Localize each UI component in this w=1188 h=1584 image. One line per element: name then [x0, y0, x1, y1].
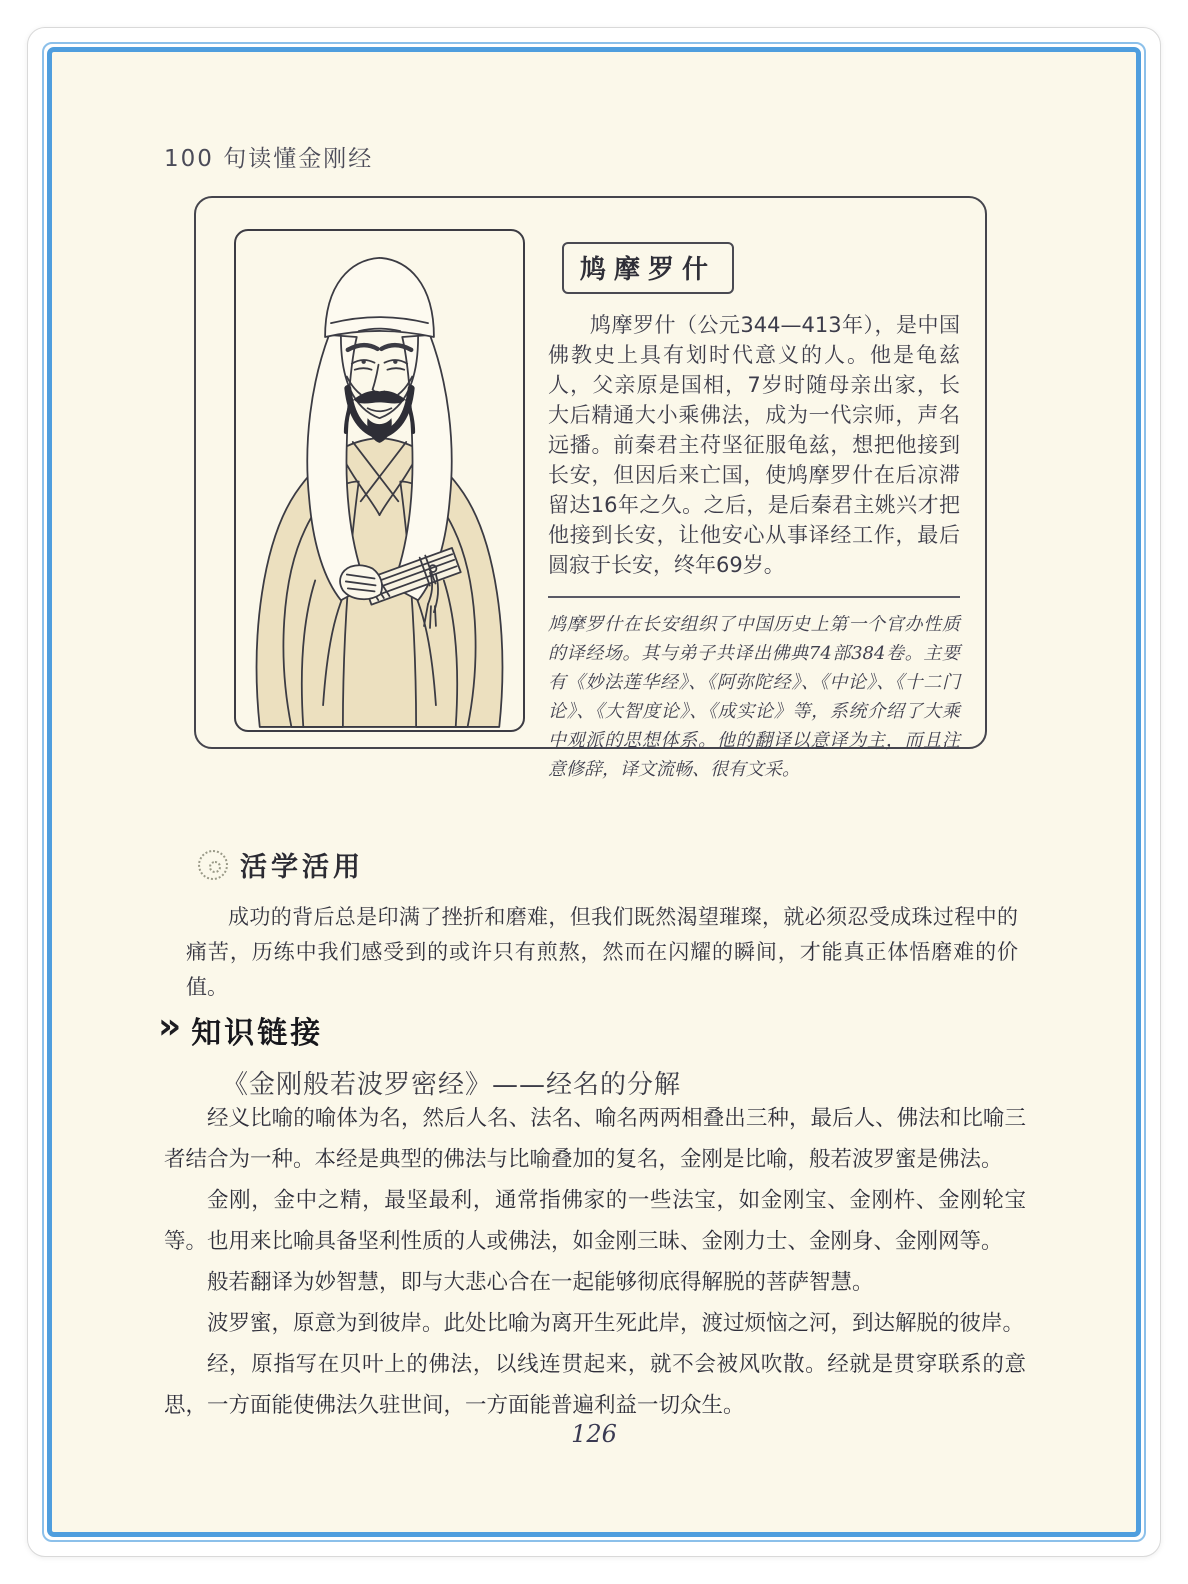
- knowledge-paragraphs: [164, 1098, 1026, 1426]
- illustration-frame: [234, 229, 525, 732]
- knowledge-paragraph: 经，原指写在贝叶上的佛法，以线连贯起来，就不会被风吹散。经就是贯穿联系的意思，一方面能使佛法久驻世间，一方面能普遍利益一切众生。: [164, 1352, 1026, 1418]
- profile-note: 鸠摩罗什在长安组织了中国历史上第一个官办性质的译经场。其与弟子共译出佛典74部384卷。主要有《妙法莲华经》、《阿弥陀经》、《中论》、《十二门论》、《大智度论》、《成实论》等，系统介绍了大乘中观派的思想体系。他的翻译以意译为主，而且注意修辞，译文流畅、很有文采。: [548, 614, 960, 780]
- knowledge-subtitle: 《金刚般若波罗密经》——经名的分解: [222, 1070, 682, 1100]
- profile-box: [194, 196, 987, 780]
- page-card: [27, 27, 1161, 1557]
- profile-text-column: [548, 242, 960, 784]
- profile-title: 鸠摩罗什: [580, 255, 717, 285]
- double-chevron-icon: »: [158, 1006, 182, 1047]
- page-number: 126: [571, 1420, 617, 1448]
- profile-bio: 鸠摩罗什（公元344—413年），是中国佛教史上具有划时代意义的人。他是龟兹人，父亲原是国相，7岁时随母亲出家，长大后精通大小乘佛法，成为一代宗师，声名远播。前秦君主苻坚征服龟兹，想把他接到长安，但因后来亡国，使鸠摩罗什在后凉滞留达16年之久。之后，是后秦君主姚兴才把他接到长安，让他安心从事译经工作，最后圆寂于长安，终年69岁。: [548, 313, 960, 577]
- inner-blue-frame: [47, 47, 1141, 1537]
- knowledge-section-header: [158, 1008, 323, 1052]
- knowledge-heading: 知识链接: [191, 1016, 324, 1051]
- spiral-circle-icon: [198, 850, 228, 880]
- running-header: 100 句读懂金刚经: [164, 146, 374, 172]
- outer-blue-frame: [42, 42, 1146, 1542]
- monk-illustration: [236, 231, 523, 730]
- practice-heading: 活学活用: [240, 852, 364, 883]
- knowledge-paragraph: 波罗蜜，原意为到彼岸。此处比喻为离开生死此岸，渡过烦恼之河，到达解脱的彼岸。: [207, 1311, 1025, 1336]
- profile-divider: [548, 596, 960, 598]
- profile-title-box: [562, 242, 734, 294]
- practice-section-header: [198, 845, 364, 884]
- knowledge-paragraph: 金刚，金中之精，最坚最利，通常指佛家的一些法宝，如金刚宝、金刚杵、金刚轮宝等。也用来比喻具备坚利性质的人或佛法，如金刚三昧、金刚力士、金刚身、金刚网等。: [164, 1188, 1026, 1254]
- practice-body: 成功的背后总是印满了挫折和磨难，但我们既然渴望璀璨，就必须忍受成珠过程中的痛苦，历练中我们感受到的或许只有煎熬，然而在闪耀的瞬间，才能真正体悟磨难的价值。: [186, 905, 1018, 999]
- knowledge-paragraph: 般若翻译为妙智慧，即与大悲心合在一起能够彻底得解脱的菩萨智慧。: [207, 1270, 874, 1295]
- knowledge-paragraph: 经义比喻的喻体为名，然后人名、法名、喻名两两相叠出三种，最后人、佛法和比喻三者结合为一种。本经是典型的佛法与比喻叠加的复名，金刚是比喻，般若波罗蜜是佛法。: [164, 1106, 1026, 1172]
